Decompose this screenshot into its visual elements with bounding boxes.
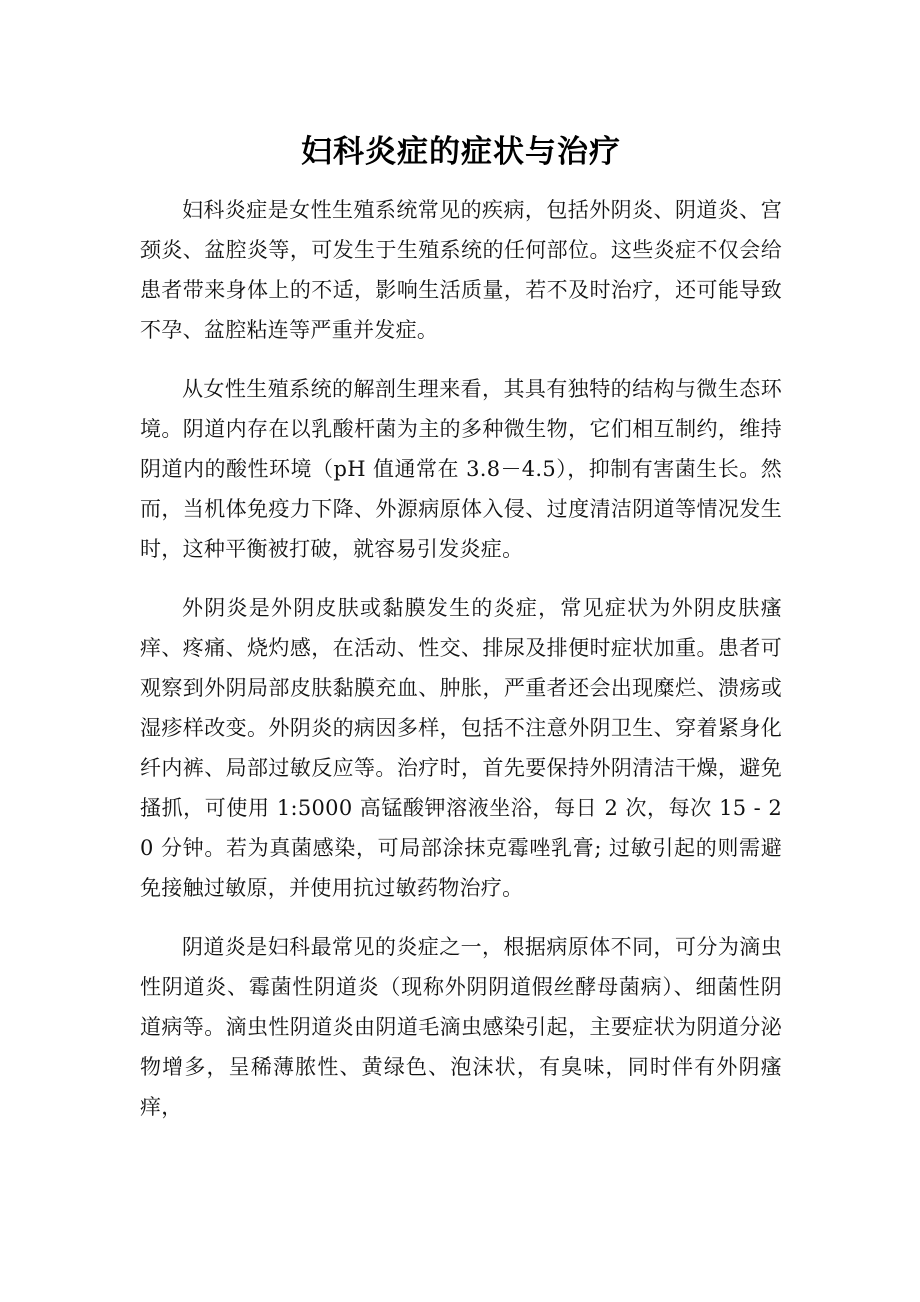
paragraph-intro: 妇科炎症是女性生殖系统常见的疾病，包括外阴炎、阴道炎、宫颈炎、盆腔炎等，可发生于生殖系统的任何部位。这些炎症不仅会给患者带来身体上的不适，影响生活质量，若不及时治疗，还可能导致不孕、盆腔粘连等严重并发症。 — [140, 198, 782, 342]
paragraph-anatomy: 从女性生殖系统的解剖生理来看，其具有独特的结构与微生态环境。阴道内存在以乳酸杆菌为主的多种微生物，它们相互制约，维持阴道内的酸性环境（pH 值通常在 3.8－4.5），抑制有害菌生长。然而，当机体免疫力下降、外源病原体入侵、过度清洁阴道等情况发生时，这种平衡被打破，就容易引发炎症。 — [140, 377, 782, 561]
paragraph-vaginitis: 阴道炎是妇科最常见的炎症之一，根据病原体不同，可分为滴虫性阴道炎、霉菌性阴道炎（现称外阴阴道假丝酵母菌病）、细菌性阴道病等。滴虫性阴道炎由阴道毛滴虫感染引起，主要症状为阴道分泌物增多，呈稀薄脓性、黄绿色、泡沫状，有臭味，同时伴有外阴瘙痒， — [140, 935, 782, 1119]
document-title: 妇科炎症的症状与治疗 — [301, 134, 621, 170]
document-page — [140, 128, 782, 1146]
paragraph-vulvitis: 外阴炎是外阴皮肤或黏膜发生的炎症，常见症状为外阴皮肤瘙痒、疼痛、烧灼感，在活动、性交、排尿及排便时症状加重。患者可观察到外阴局部皮肤黏膜充血、肿胀，严重者还会出现糜烂、溃疡或湿疹样改变。外阴炎的病因多样，包括不注意外阴卫生、穿着紧身化纤内裤、局部过敏反应等。治疗时，首先要保持外阴清洁干燥，避免搔抓，可使用 1:5000 高锰酸钾溶液坐浴，每日 2 次，每次 15 - 20 分钟。若为真菌感染，可局部涂抹克霉唑乳膏; 过敏引起的则需避免接触过敏原，并使用抗过敏药物治疗。 — [140, 596, 782, 900]
